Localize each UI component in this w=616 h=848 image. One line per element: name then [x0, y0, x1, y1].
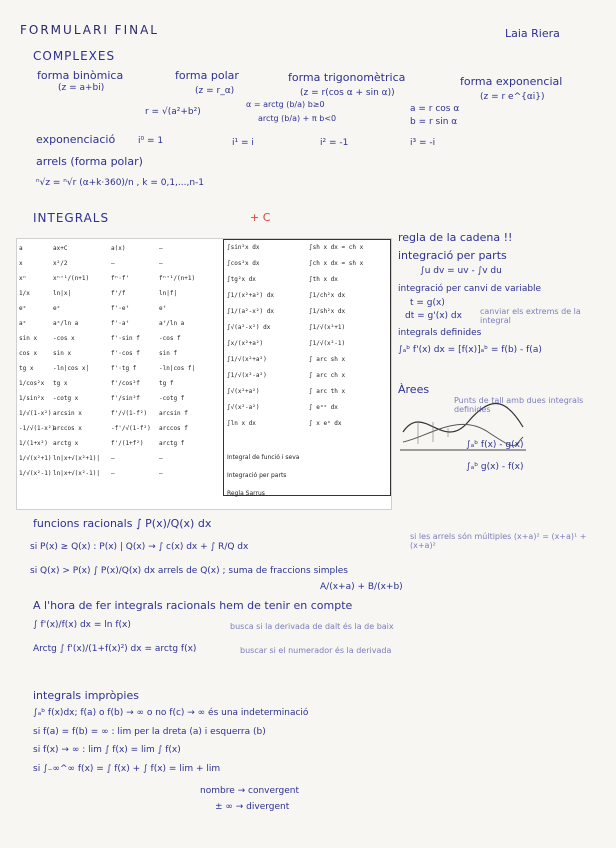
table-cell: ax+C [53, 245, 68, 252]
table-cell: — [159, 245, 163, 252]
parts-title: integració per parts [398, 249, 507, 262]
table-cell: -ln|cos x| [53, 365, 90, 372]
table-cell: aᶠ/ln a [159, 320, 185, 327]
table-footer-left: Integral de funció i seva [227, 454, 300, 461]
table-row [227, 244, 387, 256]
table-cell: f'·tg f [111, 365, 137, 372]
hint-line-3-note: buscar si el numerador és la derivada [240, 646, 392, 655]
table-cell: f'·eᶠ [111, 305, 130, 312]
rational-side-note: si les arrels són múltiples (x+a)² = (x+a)¹ + (x+a)² [410, 532, 587, 551]
table-cell: 1/(1+x²) [19, 440, 48, 447]
partial-fractions: A/(x+a) + B/(x+b) [320, 582, 403, 592]
table-row [19, 350, 219, 360]
table-cell: f'·aᶠ [111, 320, 130, 327]
improper-title: integrals impròpies [33, 689, 139, 702]
table-cell: f'/cos²f [111, 380, 140, 387]
integral-table-printout [16, 238, 392, 510]
table-cell: 1/cos²x [19, 380, 45, 387]
modulus-formula: r = √(a²+b²) [145, 107, 201, 117]
table-cell: ∫sin²x dx [227, 244, 260, 251]
table-cell: ∫1/√(x²+a²) [227, 356, 267, 363]
table-cell: arcsin x [53, 410, 82, 417]
hint-line-2-note: busca si la derivada de dalt és la de baix [230, 622, 394, 631]
table-cell: x [19, 260, 23, 267]
table-cell: ∫tg²x dx [227, 276, 256, 283]
table-cell: ∫√(a²-x²) dx [227, 324, 271, 331]
table-cell: fⁿ⁺¹/(n+1) [159, 275, 196, 282]
table-cell: ∫1/√(x²-1) [309, 340, 346, 347]
table-cell: tg x [53, 380, 68, 387]
table-cell: ∫1/(x²+a²) dx [227, 292, 274, 299]
table-cell: ∫ln x dx [227, 420, 256, 427]
rational-case-1: si P(x) ≥ Q(x) : P(x) | Q(x) → ∫ c(x) dx + ∫ R/Q dx [30, 542, 249, 552]
areas-title: Àrees [398, 383, 430, 396]
table-cell: ∫ arc ch x [309, 372, 346, 379]
table-cell: f'/f [111, 290, 126, 297]
table-cell: ln|x| [53, 290, 72, 297]
table-cell: xⁿ [19, 275, 27, 282]
improper-line-4: si ∫₋∞^∞ f(x) = ∫ f(x) + ∫ f(x) = lim + lim [33, 764, 221, 774]
i-power-1: i¹ = i [232, 138, 254, 148]
form-polar-expr: (z = r_α) [195, 86, 235, 96]
table-cell: f'·sin f [111, 335, 140, 342]
integrals-heading: INTEGRALS [33, 211, 110, 225]
table-cell: f'/(1+f²) [111, 440, 144, 447]
substitution-2: dt = g'(x) dx [405, 311, 462, 321]
table-cell: arccos f [159, 425, 188, 432]
table-cell: cos x [19, 350, 38, 357]
table-row [227, 356, 387, 368]
form-binomica: forma binòmica [37, 69, 124, 82]
table-cell: tg f [159, 380, 174, 387]
table-cell: 1/√(x²-1) [19, 470, 52, 477]
table-row [227, 260, 387, 272]
argument-bottom: arctg (b/a) + π b<0 [258, 114, 337, 123]
table-cell: x²/2 [53, 260, 68, 267]
table-cell: ∫1/√(x²+1) [309, 324, 346, 331]
form-exp-expr: (z = r e^{αi}) [480, 92, 545, 102]
table-row [19, 305, 219, 315]
table-cell: ∫ch x dx = sh x [309, 260, 364, 267]
table-cell: ln|x+√(x²+1)| [53, 455, 100, 462]
table-row [19, 395, 219, 405]
table-row [19, 260, 219, 270]
table-row [227, 324, 387, 336]
rational-case-2: si Q(x) > P(x) ∫ P(x)/Q(x) dx arrels de Q(x) ; suma de fraccions simples [30, 566, 348, 576]
hint-line-2: ∫ f'(x)/f(x) dx = ln f(x) [33, 620, 131, 630]
table-row [19, 425, 219, 435]
table-cell: ∫√(x²+a²) [227, 388, 260, 395]
table-row [227, 372, 387, 384]
i-power-3: i³ = -i [410, 138, 436, 148]
table-cell: arcsin f [159, 410, 188, 417]
table-row [19, 275, 219, 285]
table-cell: a(x) [111, 245, 126, 252]
plus-c-note: + C [250, 211, 271, 224]
table-cell: ∫ arc sh x [309, 356, 346, 363]
table-row [227, 276, 387, 288]
roots-label: arrels (forma polar) [36, 155, 143, 168]
table-cell: tg x [19, 365, 34, 372]
table-cell: ∫cos²x dx [227, 260, 260, 267]
table-cell: a [19, 245, 23, 252]
form-binomica-expr: (z = a+bi) [58, 83, 105, 93]
table-cell: ∫ arc th x [309, 388, 346, 395]
table-row [227, 404, 387, 416]
table-cell: ∫√(x²-a²) [227, 404, 260, 411]
author-name: Laia Riera [505, 27, 560, 40]
improper-line-3: si f(x) → ∞ : lim ∫ f(x) = lim ∫ f(x) [33, 745, 181, 755]
table-cell: sin x [19, 335, 38, 342]
table-row [19, 380, 219, 390]
table-row [227, 388, 387, 400]
table-cell: ∫ x eˣ dx [309, 420, 342, 427]
substitution-1: t = g(x) [410, 298, 445, 308]
table-cell: arctg x [53, 440, 79, 447]
table-row [227, 420, 387, 432]
i-power-0: i⁰ = 1 [138, 136, 164, 146]
table-cell: ∫1/sh²x dx [309, 308, 346, 315]
chain-rule-note: regla de la cadena !! [398, 231, 513, 244]
table-row [19, 455, 219, 465]
table-cell: aˣ [19, 320, 27, 327]
divergent-result: ± ∞ → divergent [215, 802, 290, 812]
table-cell: f'·cos f [111, 350, 140, 357]
table-cell: arctg f [159, 440, 185, 447]
table-cell: -cotg x [53, 395, 79, 402]
areas-note: Punts de tall amb dues integrals definides [454, 396, 584, 415]
table-cell: f'/sin²f [111, 395, 140, 402]
table-cell: ln|f| [159, 290, 178, 297]
substitution-note: canviar els extrems de la integral [480, 307, 581, 326]
hint-line-3: Arctg ∫ f'(x)/(1+f(x)²) dx = arctg f(x) [33, 644, 197, 654]
table-row [19, 410, 219, 420]
table-cell: -ln|cos f| [159, 365, 196, 372]
table-cell: ∫th x dx [309, 276, 338, 283]
table-cell: 1/sin²x [19, 395, 45, 402]
table-row [19, 470, 219, 480]
table-cell: — [159, 455, 163, 462]
hint-line-1: A l'hora de fer integrals racionals hem de tenir en compte [33, 599, 353, 612]
table-row [227, 308, 387, 320]
complexes-heading: COMPLEXES [33, 49, 116, 63]
table-footer-right: Integració per parts [227, 472, 287, 479]
table-cell: -1/√(1-x²) [19, 425, 56, 432]
table-cell: — [111, 470, 115, 477]
table-cell: — [159, 470, 163, 477]
table-cell: — [159, 260, 163, 267]
table-cell: -f'/√(1-f²) [111, 425, 151, 432]
table-row [227, 292, 387, 304]
rational-title: funcions racionals ∫ P(x)/Q(x) dx [33, 517, 212, 530]
table-cell: xⁿ⁺¹/(n+1) [53, 275, 90, 282]
table-cell: ∫ eᵃˣ dx [309, 404, 338, 411]
improper-line-2: si f(a) = f(b) = ∞ : lim per la dreta (a) i esquerra (b) [33, 727, 266, 737]
table-cell: -cos f [159, 335, 181, 342]
table-cell: eˣ [19, 305, 27, 312]
exponentiation-label: exponenciació [36, 133, 116, 146]
substitution-title: integració per canvi de variable [398, 284, 542, 294]
form-exponencial: forma exponencial [460, 75, 563, 88]
table-cell: — [111, 455, 115, 462]
table-cell: sin x [53, 350, 72, 357]
definite-formula: ∫ₐᵇ f'(x) dx = [f(x)]ₐᵇ = f(b) - f(a) [398, 345, 542, 355]
table-cell: ∫1/√(x²-a²) [227, 372, 267, 379]
table-cell: f'/√(1-f²) [111, 410, 148, 417]
roots-formula: ⁿ√z = ⁿ√r (α+k·360)/n , k = 0,1,...,n-1 [36, 178, 205, 188]
table-cell: 1/√(x²+1) [19, 455, 52, 462]
table-cell: fⁿ·f' [111, 275, 130, 282]
table-cell: -cos x [53, 335, 75, 342]
table-cell: arccos x [53, 425, 82, 432]
form-trig-expr: (z = r(cos α + sin α)) [300, 88, 395, 98]
table-cell: 1/√(1-x²) [19, 410, 52, 417]
improper-line-1: ∫ₐᵇ f(x)dx; f(a) o f(b) → ∞ o no f(c) → ∞ és una indeterminació [33, 708, 309, 718]
page-title: FORMULARI FINAL [20, 23, 159, 37]
form-trigonometrica: forma trigonomètrica [288, 71, 406, 84]
parts-formula: ∫u dv = uv - ∫v du [420, 266, 502, 276]
table-row [19, 335, 219, 345]
immediate-integrals-table [17, 239, 221, 494]
area-formula-2: ∫ₐᵇ g(x) - f(x) [466, 462, 524, 472]
definite-title: integrals definides [398, 328, 482, 338]
table-cell: ln|x+√(x²-1)| [53, 470, 100, 477]
sin-relation: b = r sin α [410, 117, 458, 127]
table-row [19, 290, 219, 300]
table-cell: eᶠ [159, 305, 167, 312]
area-formula-1: ∫ₐᵇ f(x) - g(x) [466, 440, 524, 450]
table-footer-right2: Regla Sarrus [227, 490, 265, 497]
table-cell: -cotg f [159, 395, 185, 402]
table-row [19, 440, 219, 450]
convergent-result: nombre → convergent [200, 786, 300, 796]
table-row [19, 365, 219, 375]
table-cell: ∫1/ch²x dx [309, 292, 346, 299]
table-row [19, 320, 219, 330]
form-polar: forma polar [175, 69, 239, 82]
table-cell: ∫x/(x²+a²) [227, 340, 264, 347]
i-power-2: i² = -1 [320, 138, 349, 148]
table-row [19, 245, 219, 255]
table-row [227, 340, 387, 352]
table-cell: ∫1/(a²-x²) dx [227, 308, 274, 315]
table-cell: ∫sh x dx = ch x [309, 244, 364, 251]
cos-relation: a = r cos α [410, 104, 460, 114]
table-cell: — [111, 260, 115, 267]
table-cell: aˣ/ln a [53, 320, 79, 327]
argument-top: α = arctg (b/a) b≥0 [246, 100, 325, 109]
table-cell: eˣ [53, 305, 61, 312]
table-cell: 1/x [19, 290, 30, 297]
table-cell: sin f [159, 350, 178, 357]
